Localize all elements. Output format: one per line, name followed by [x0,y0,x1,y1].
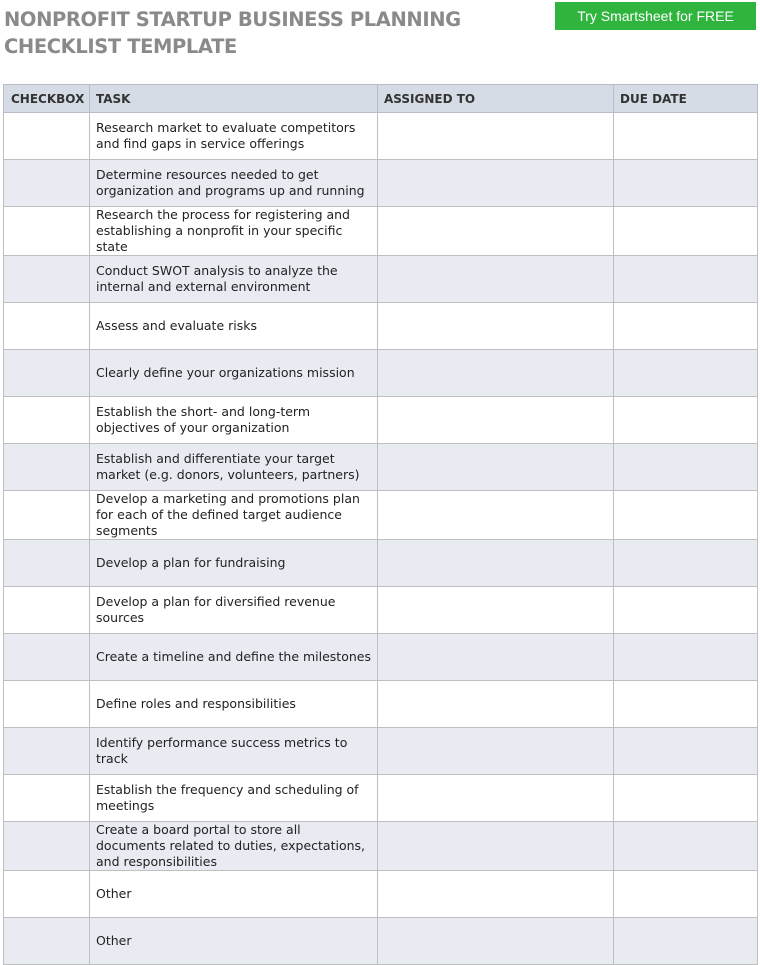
column-header-due-date: DUE DATE [614,85,758,113]
table-row [4,256,758,303]
task-cell: Create a timeline and define the milestones [90,634,378,681]
table-header-row [4,85,758,113]
task-cell: Develop a marketing and promotions plan for each of the defined target audience segments [90,491,378,540]
due-date-cell[interactable] [614,681,758,728]
task-cell: Develop a plan for diversified revenue sources [90,587,378,634]
table-row [4,871,758,918]
due-date-cell[interactable] [614,444,758,491]
task-cell: Develop a plan for fundraising [90,540,378,587]
checkbox-cell[interactable] [4,444,90,491]
checkbox-cell[interactable] [4,775,90,822]
table-row [4,681,758,728]
due-date-cell[interactable] [614,256,758,303]
assigned-to-cell[interactable] [378,350,614,397]
assigned-to-cell[interactable] [378,918,614,965]
try-smartsheet-button[interactable]: Try Smartsheet for FREE [555,2,756,30]
checkbox-cell[interactable] [4,728,90,775]
due-date-cell[interactable] [614,491,758,540]
table-row [4,303,758,350]
page-title [4,6,524,60]
assigned-to-cell[interactable] [378,540,614,587]
assigned-to-cell[interactable] [378,303,614,350]
assigned-to-cell[interactable] [378,397,614,444]
table-row [4,634,758,681]
column-header-task: TASK [90,85,378,113]
assigned-to-cell[interactable] [378,871,614,918]
page-title-line-1: NONPROFIT STARTUP BUSINESS PLANNING [4,8,461,31]
task-cell: Define roles and responsibilities [90,681,378,728]
due-date-cell[interactable] [614,540,758,587]
checkbox-cell[interactable] [4,540,90,587]
task-cell: Other [90,918,378,965]
assigned-to-cell[interactable] [378,491,614,540]
task-cell: Create a board portal to store all documents related to duties, expectations, and responsibilities [90,822,378,871]
task-cell: Assess and evaluate risks [90,303,378,350]
due-date-cell[interactable] [614,871,758,918]
due-date-cell[interactable] [614,728,758,775]
due-date-cell[interactable] [614,775,758,822]
table-row [4,113,758,160]
assigned-to-cell[interactable] [378,444,614,491]
task-cell: Research market to evaluate competitors and find gaps in service offerings [90,113,378,160]
task-cell: Identify performance success metrics to track [90,728,378,775]
table-row [4,918,758,965]
checkbox-cell[interactable] [4,303,90,350]
table-row [4,207,758,256]
table-row [4,540,758,587]
assigned-to-cell[interactable] [378,822,614,871]
task-cell: Clearly define your organizations mission [90,350,378,397]
assigned-to-cell[interactable] [378,775,614,822]
table-row [4,444,758,491]
task-cell: Establish the short- and long-term objectives of your organization [90,397,378,444]
task-cell: Research the process for registering and establishing a nonprofit in your specific state [90,207,378,256]
task-cell: Establish the frequency and scheduling of meetings [90,775,378,822]
due-date-cell[interactable] [614,918,758,965]
checkbox-cell[interactable] [4,160,90,207]
column-header-assigned-to: ASSIGNED TO [378,85,614,113]
table-row [4,587,758,634]
table-row [4,160,758,207]
table-row [4,491,758,540]
assigned-to-cell[interactable] [378,587,614,634]
assigned-to-cell[interactable] [378,634,614,681]
due-date-cell[interactable] [614,303,758,350]
due-date-cell[interactable] [614,160,758,207]
checkbox-cell[interactable] [4,350,90,397]
table-row [4,775,758,822]
due-date-cell[interactable] [614,113,758,160]
task-cell: Conduct SWOT analysis to analyze the internal and external environment [90,256,378,303]
assigned-to-cell[interactable] [378,207,614,256]
column-header-checkbox: CHECKBOX [4,85,90,113]
checkbox-cell[interactable] [4,256,90,303]
checkbox-cell[interactable] [4,918,90,965]
due-date-cell[interactable] [614,207,758,256]
due-date-cell[interactable] [614,822,758,871]
checkbox-cell[interactable] [4,113,90,160]
assigned-to-cell[interactable] [378,728,614,775]
checkbox-cell[interactable] [4,822,90,871]
task-cell: Determine resources needed to get organization and programs up and running [90,160,378,207]
due-date-cell[interactable] [614,634,758,681]
assigned-to-cell[interactable] [378,113,614,160]
checkbox-cell[interactable] [4,397,90,444]
assigned-to-cell[interactable] [378,256,614,303]
checkbox-cell[interactable] [4,681,90,728]
assigned-to-cell[interactable] [378,160,614,207]
checkbox-cell[interactable] [4,491,90,540]
table-row [4,350,758,397]
checkbox-cell[interactable] [4,207,90,256]
task-cell: Establish and differentiate your target market (e.g. donors, volunteers, partners) [90,444,378,491]
page-title-line-2: CHECKLIST TEMPLATE [4,35,237,58]
checkbox-cell[interactable] [4,634,90,681]
due-date-cell[interactable] [614,397,758,444]
task-cell: Other [90,871,378,918]
table-row [4,822,758,871]
checkbox-cell[interactable] [4,587,90,634]
assigned-to-cell[interactable] [378,681,614,728]
due-date-cell[interactable] [614,587,758,634]
checkbox-cell[interactable] [4,871,90,918]
table-row [4,397,758,444]
table-row [4,728,758,775]
checklist-table [3,84,758,965]
due-date-cell[interactable] [614,350,758,397]
